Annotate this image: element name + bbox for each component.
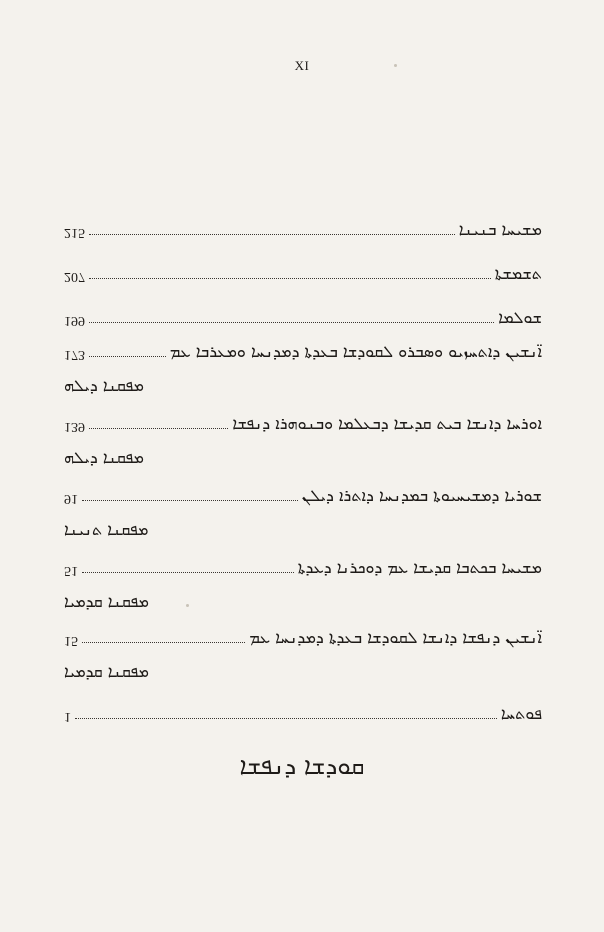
dot-leader xyxy=(89,322,494,323)
dot-leader xyxy=(82,500,298,501)
paper-speck xyxy=(186,604,189,607)
toc-entry-page: 91 xyxy=(64,491,78,506)
dot-leader xyxy=(82,642,245,643)
toc-entry-continuation: ܡܦܩܢܐ ܩܕܡܝܐ xyxy=(64,662,149,681)
toc-entry-continuation: ܡܦܩܢܐ ܕܝܠܗ xyxy=(64,376,144,395)
dot-leader xyxy=(89,278,491,279)
toc-entry-title: ܐܘܪܚܐ ܕܐܢܫܐ ܒܝܬ ܩܕܝܫܐ ܕܒܥܠܡܐ ܘܒܢܘܗܪܐ ܕܢܦܫܐ xyxy=(232,414,542,433)
dot-leader xyxy=(75,718,497,719)
toc-entry-page: 15 xyxy=(64,633,78,648)
toc-entry[interactable] xyxy=(64,264,542,284)
toc-entry-page: 173 xyxy=(64,347,85,362)
toc-entry-continuation: ܡܦܩܢܐ ܩܕܡܝܐ xyxy=(64,592,149,611)
toc-entry-page: 199 xyxy=(64,313,85,328)
toc-entry-page: 207 xyxy=(64,269,85,284)
section-heading: ܩܘܕܫܐ ܕܢܦܫܐ xyxy=(239,752,365,780)
toc-entry-page: 215 xyxy=(64,225,85,240)
dot-leader xyxy=(89,356,166,357)
toc-entry-title: ܫܘܪܝܐ ܕܡܫܝܚܝܘܬܐ ܒܡܕܢܚܐ ܕܐܬܪܐ ܕܝܠܢ xyxy=(301,486,542,505)
toc-entry-continuation: ܡܦܩܢܐ ܬܢܝܢܐ xyxy=(64,520,149,539)
toc-entry[interactable] xyxy=(64,628,542,648)
toc-entry-title: ܫܘܠܡܐ xyxy=(498,308,542,327)
toc-entry[interactable] xyxy=(64,342,542,362)
toc-entry-title: ܬܫܡܫܬܐ xyxy=(494,264,542,283)
toc-entry[interactable] xyxy=(64,414,542,434)
toc-entry[interactable] xyxy=(64,486,542,506)
toc-entry[interactable] xyxy=(64,308,542,328)
toc-entry-title: ܐ̈ܢܫܝܢ ܕܢܦܫܐ ܕܐܢܫܐ ܠܩܘܕܫܐ ܒܥܕܬܐ ܕܡܕܢܚܐ ܥܡ xyxy=(249,628,542,647)
toc-entry-page: 1 xyxy=(64,709,71,724)
toc-entry-title: ܡܫܝܚܐ ܒܟܬܒܐ ܩܕܝܫܐ ܥܡ ܕܘܟܪܢܐ ܕܥܕܬܐ xyxy=(297,558,542,577)
toc-entry-continuation: ܡܦܩܢܐ ܕܝܠܗ xyxy=(64,448,144,467)
toc-entry[interactable] xyxy=(64,558,542,578)
page-number: XI xyxy=(294,58,310,73)
toc-entry-page: 51 xyxy=(64,563,78,578)
toc-entry[interactable] xyxy=(64,704,542,724)
toc-entry-title: ܡܫܝܚܐ ܒܢܝܢܐ xyxy=(458,220,542,239)
toc-entry-page: 139 xyxy=(64,419,85,434)
toc-entry[interactable] xyxy=(64,220,542,240)
toc-entry-title: ܦܘܬܚܐ xyxy=(500,704,542,723)
toc-entry-title: ܐ̈ܢܫܝܢ ܕܐܬܚܙܝܘ ܘܣܒܪܘ ܠܩܘܕܫܐ ܒܥܕܬܐ ܕܡܕܢܚܐ ܘܡܥܪܒܐ ܥܡ xyxy=(169,342,542,361)
paper-speck xyxy=(394,64,397,67)
dot-leader xyxy=(82,572,294,573)
dot-leader xyxy=(89,234,455,235)
dot-leader xyxy=(89,428,228,429)
